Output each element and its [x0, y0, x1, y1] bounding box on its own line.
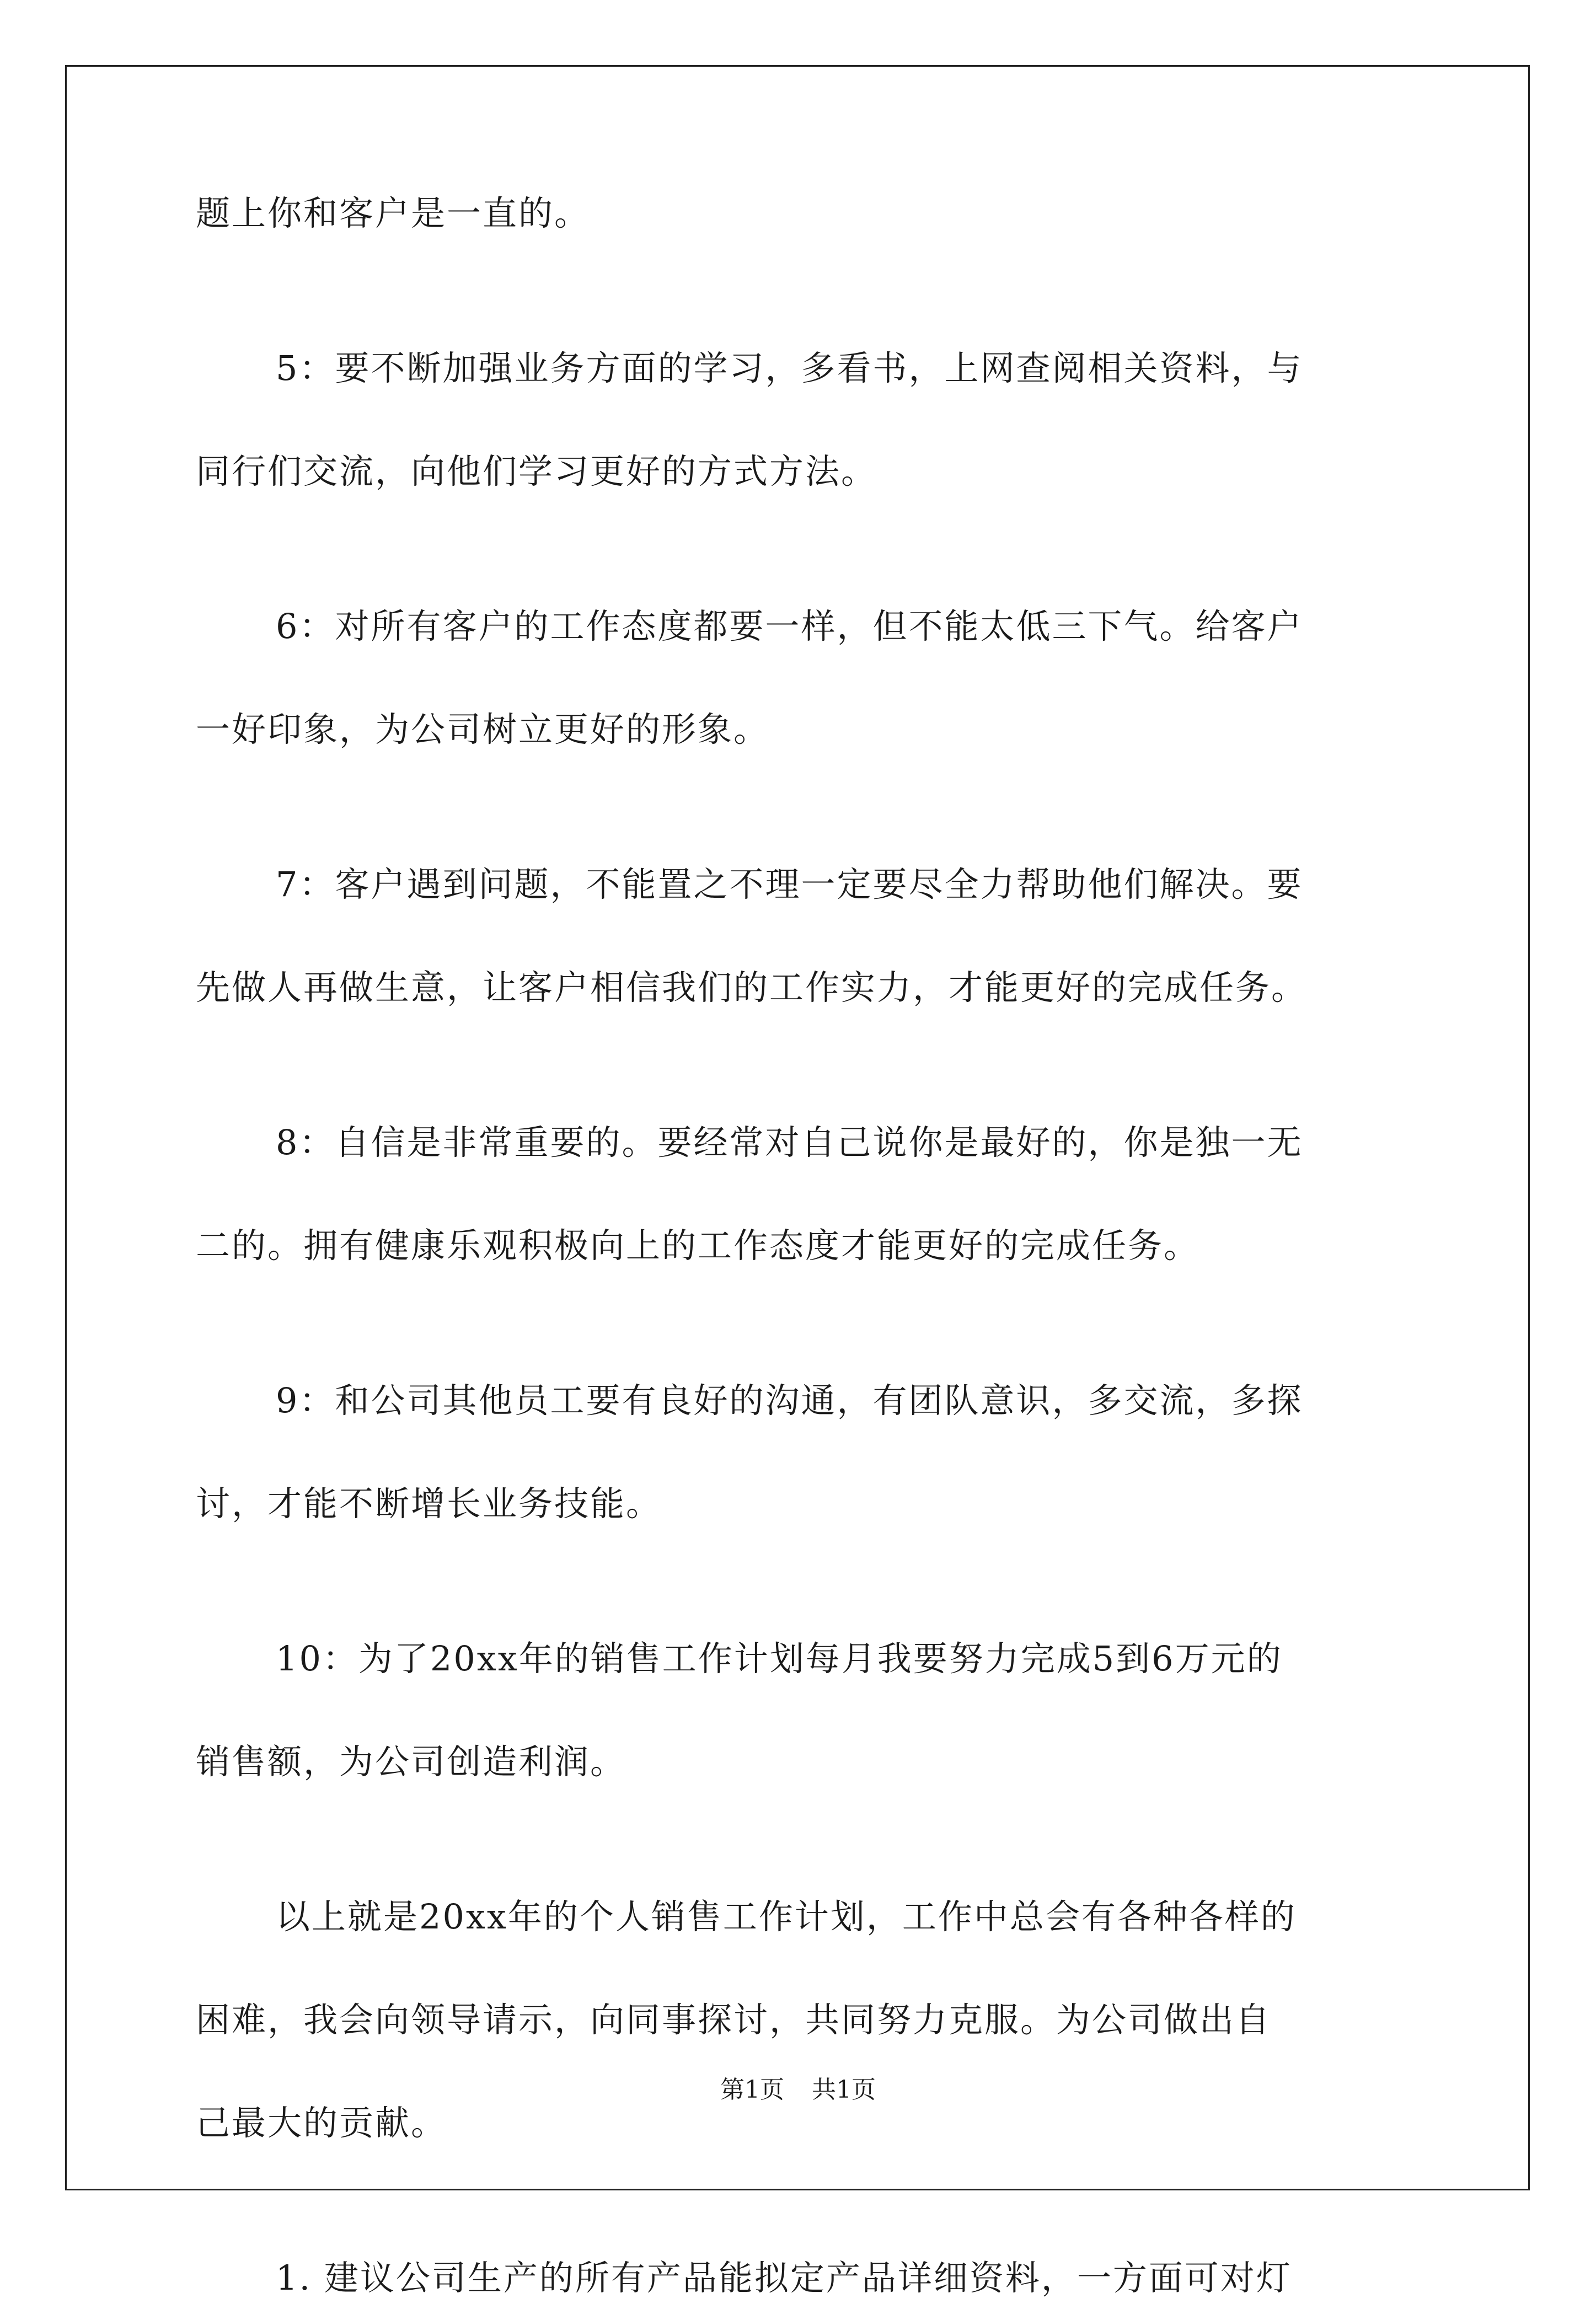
paragraph-line: 先做人再做生意，让客户相信我们的工作实力，才能更好的完成任务。: [196, 967, 1308, 1008]
paragraph-line: 8：自信是非常重要的。要经常对自己说你是最好的，你是独一无: [276, 1122, 1303, 1162]
paragraph-line: 讨，才能不断增长业务技能。: [196, 1483, 662, 1524]
paragraph-line: 二的。拥有健康乐观积极向上的工作态度才能更好的完成任务。: [196, 1225, 1200, 1266]
paragraph-line: 1. 建议公司生产的所有产品能拟定产品详细资料，一方面可对灯: [276, 2258, 1292, 2298]
document-body: [196, 187, 1404, 2304]
page-number: 第1页: [720, 2076, 784, 2104]
paragraph-line: 一好印象，为公司树立更好的形象。: [196, 709, 770, 749]
paragraph-line: 6：对所有客户的工作态度都要一样，但不能太低三下气。给客户: [276, 606, 1303, 646]
paragraph-line: 9：和公司其他员工要有良好的沟通，有团队意识，多交流，多探: [276, 1380, 1303, 1421]
paragraph-line: 己最大的贡献。: [196, 2103, 447, 2143]
page-footer: [0, 2073, 1596, 2107]
paragraph-line: 5：要不断加强业务方面的学习，多看书，上网查阅相关资料，与: [276, 348, 1303, 388]
paragraph-line: 同行们交流，向他们学习更好的方式方法。: [196, 451, 877, 491]
paragraph-line: 7：客户遇到问题，不能置之不理一定要尽全力帮助他们解决。要: [276, 864, 1303, 904]
paragraph-line: 题上你和客户是一直的。: [196, 193, 591, 233]
paragraph-line: 销售额，为公司创造利润。: [196, 1742, 626, 1782]
paragraph-line: 困难，我会向领导请示，向同事探讨，共同努力克服。为公司做出自: [196, 2000, 1272, 2040]
paragraph-line: 以上就是20xx年的个人销售工作计划，工作中总会有各种各样的: [276, 1896, 1297, 1937]
page-count: 共1页: [812, 2076, 876, 2104]
paragraph-line: 10：为了20xx年的销售工作计划每月我要努力完成5到6万元的: [276, 1638, 1283, 1679]
